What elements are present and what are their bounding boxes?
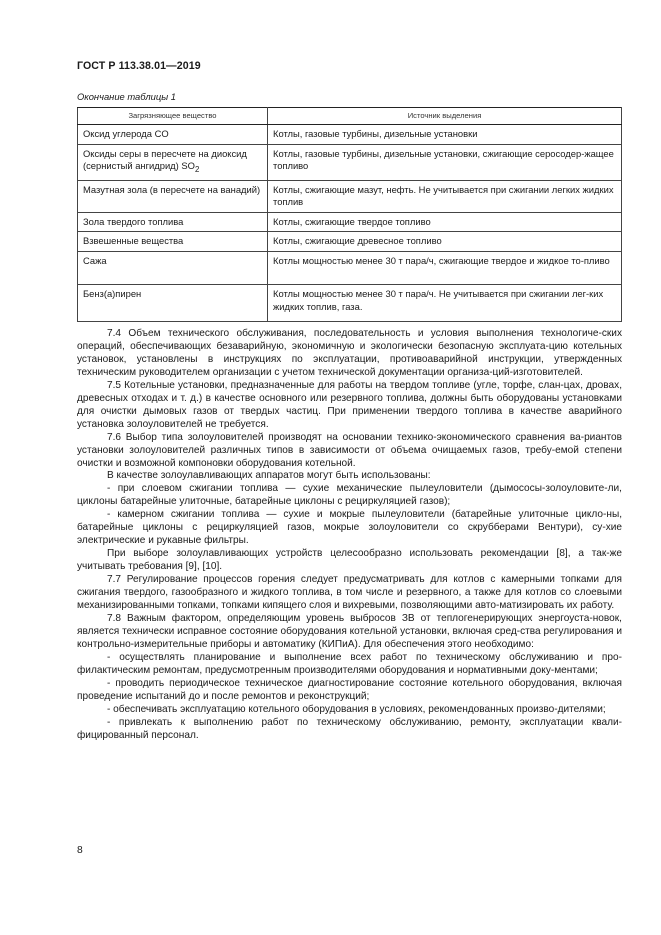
table-row (78, 285, 622, 322)
body-text (77, 328, 622, 743)
source-cell: Котлы, сжигающие древесное топливо (268, 232, 622, 252)
paragraph: В качестве золоулавливающих аппаратов могут быть использованы: (107, 470, 431, 482)
list-item: - осуществлять планирование и выполнение всех работ по техническому обслуживанию и про-филактическим ремонтам, предусмотренным производителями оборудования и нормативными доку-ментами; (77, 651, 622, 676)
table-row (78, 252, 622, 285)
source-cell: Котлы, сжигающие мазут, нефть. Не учитывается при сжигании легких жидких топлив (268, 180, 622, 212)
page-number: 8 (77, 845, 83, 856)
paragraph: 7.5 Котельные установки, предназначенные для работы на твердом топливе (угле, торфе, слан-цах, дровах, древесных отходах и т. д.) в качестве основного или резервного топлива, должны быть оборудованы установками для очистки дымовых газов от твердых частиц. При применении твердого топлива в качестве аварийного установка золоуловителей не требуется. (77, 379, 622, 430)
source-cell: Котлы, газовые турбины, дизельные установки, сжигающие серосодер-жащее топливо (268, 144, 622, 180)
paragraph: 7.8 Важным фактором, определяющим уровень выбросов ЗВ от теплогенерирующих энергоуста-новок, является технически исправное состояние оборудования котельной установки, включая сред-ства регулирования и контрольно-измерительные приборы и автоматику (КИПиА). Для обеспечения этого необходимо: (77, 612, 622, 650)
paragraph: 7.6 Выбор типа золоуловителей производят на основании технико-экономического сравнения ва-риантов установки золоуловителей различных типов в зависимости от объема очищаемых газов, требу-емой степени очистки и возможной компоновки оборудования котельной. (77, 431, 622, 469)
source-cell: Котлы мощностью менее 30 т пара/ч, сжигающие твердое и жидкое то-пливо (268, 252, 622, 285)
source-cell: Котлы мощностью менее 30 т пара/ч. Не учитывается при сжигании лег-ких жидких топлив, газа. (268, 285, 622, 322)
substance-text: Оксиды серы в пересчете на диоксид (сернистый ангидрид) SO (83, 147, 247, 172)
table-row (78, 144, 622, 180)
table-row (78, 125, 622, 145)
table-header-row (78, 108, 622, 125)
column-header-substance: Загрязняющее вещество (78, 108, 268, 125)
paragraph: При выборе золоулавливающих устройств целесообразно использовать рекомендации [8], а так-же учитывать требования [9], [10]. (77, 548, 622, 573)
pollutants-table (77, 107, 622, 322)
paragraph: 7.7 Регулирование процессов горения следует предусматривать для котлов с камерными топками для сжигания твердого, газообразного и жидкого топлива, в том числе и резервного, а также для котлов со слоевыми механизированными топками, топками кипящего слоя и вихревыми, позволяющими авто-матизировать их работу. (77, 574, 622, 612)
list-item: - обеспечивать эксплуатацию котельного оборудования в условиях, рекомендованных произво-дителями; (107, 703, 606, 715)
substance-cell: Зола твердого топлива (78, 212, 268, 232)
table-row (78, 180, 622, 212)
substance-cell: Мазутная зола (в пересчете на ванадий) (78, 180, 268, 212)
table-row (78, 232, 622, 252)
substance-cell: Взвешенные вещества (78, 232, 268, 252)
column-header-source: Источник выделения (268, 108, 622, 125)
substance-cell (78, 144, 268, 180)
list-item: - проводить периодическое техническое диагностирование состояние котельного оборудования, включая проведение испытаний до и после ремонтов и реконструкций; (77, 677, 622, 702)
substance-cell: Бенз(а)пирен (78, 285, 268, 322)
source-cell: Котлы, сжигающие твердое топливо (268, 212, 622, 232)
source-cell: Котлы, газовые турбины, дизельные установки (268, 125, 622, 145)
document-code: ГОСТ Р 113.38.01—2019 (77, 60, 201, 72)
list-item: - привлекать к выполнению работ по техническому обслуживанию, ремонту, эксплуатации квали-фицированный персонал. (77, 716, 622, 741)
table-caption: Окончание таблицы 1 (77, 91, 176, 102)
list-item: - камерном сжигании топлива — сухие и мокрые пылеуловители (батарейные улиточные цикло-ны, батарейные циклоны с рециркуляцией газов, мокрые золоуловители со скрубберами Вентури), су-хие электрические и рукавные фильтры. (77, 509, 622, 547)
substance-cell: Оксид углерода CO (78, 125, 268, 145)
paragraph: 7.4 Объем технического обслуживания, последовательность и условия выполнения технологиче-ских операций, обеспечивающих безаварийную, экономичную и экологически безопасную эксплуата-цию котельных установок, установлены в инструкциях по эксплуатации, противоаварийной инструкции, утвержденных техническим руководителем организации с учетом технической документации организа-ций-изготовителей. (77, 328, 622, 378)
substance-cell: Сажа (78, 252, 268, 285)
subscript: 2 (194, 165, 200, 175)
list-item: - при слоевом сжигании топлива — сухие механические пылеуловители (дымососы-золоуловите-ли, циклоны батарейные улиточные, батарейные циклоны с рециркуляцией газов); (77, 483, 622, 508)
table-row (78, 212, 622, 232)
